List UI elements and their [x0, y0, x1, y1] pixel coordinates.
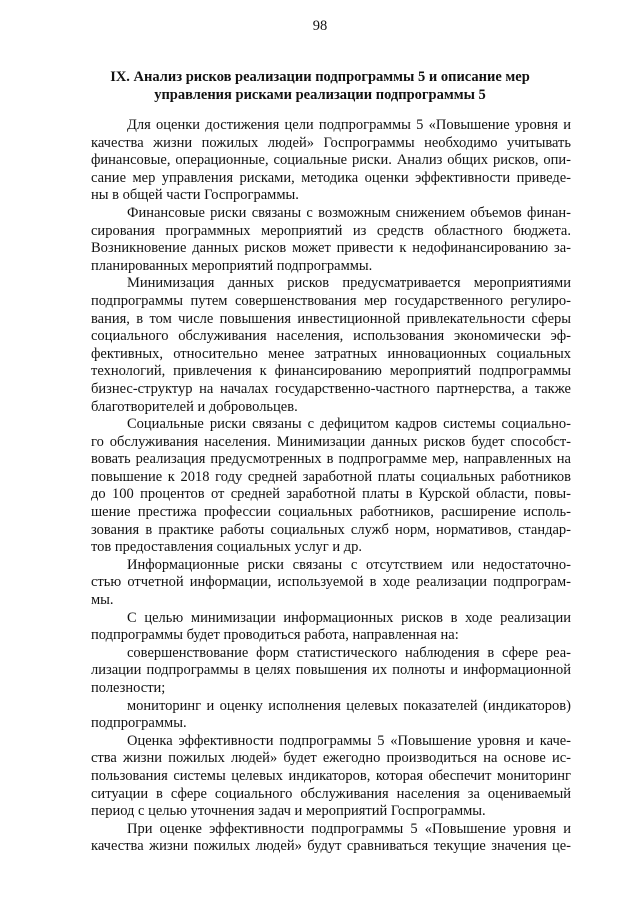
- text-line: вовать реализация предусмотренных в подпрограмме мер, направленных на: [91, 451, 571, 468]
- text-line: Оценка эффективности подпрограммы 5 «Повышение уровня и каче-: [127, 732, 571, 749]
- text-line: мониторинг и оценку исполнения целевых показателей (индикаторов): [127, 697, 571, 714]
- text-line: Возникновение данных рисков может привести к недофинансированию за-: [91, 240, 571, 257]
- text-line: Информационные риски связаны с отсутствием или недостаточно-: [127, 556, 571, 573]
- paragraph: [91, 698, 571, 733]
- text-line: ситуации в сфере социального обслуживания населения за оцениваемый: [91, 785, 571, 802]
- text-line: мы.: [91, 592, 114, 609]
- text-line: совершенствование форм статистического наблюдения в сфере реа-: [127, 644, 571, 661]
- text-line: подпрограммы путем совершенствования мер государственного регулиро-: [91, 292, 571, 309]
- text-line: С целью минимизации информационных рисков в ходе реализации: [127, 609, 571, 626]
- paragraph: [91, 610, 571, 645]
- text-line: При оценке эффективности подпрограммы 5 «Повышение уровня и: [127, 820, 571, 837]
- text-line: планированных мероприятий подпрограммы.: [91, 257, 373, 274]
- text-line: сание мер управления рисками, методика оценки эффективности приведе-: [91, 169, 571, 186]
- paragraph: [91, 205, 571, 275]
- text-line: стью отчетной информации, используемой в ходе реализации подпрограм-: [91, 574, 571, 591]
- text-line: полезности;: [91, 680, 166, 696]
- text-line: подпрограммы будет проводиться работа, направленная на:: [91, 627, 459, 644]
- page-number: 98: [312, 18, 328, 34]
- text-line: благотворителей и добровольцев.: [91, 398, 298, 415]
- text-line: лизации подпрограммы в целях повышения их полноты и информационной: [91, 662, 571, 679]
- text-line: тов предоставления социальных услуг и др.: [91, 539, 363, 556]
- text-line: социального обслуживания населения, использования экономически эф-: [91, 328, 571, 345]
- text-line: бизнес-структур на началах государственно-частного партнерства, а также: [91, 380, 571, 397]
- text-line: до 100 процентов от средней заработной платы в Курской области, повы-: [91, 486, 571, 503]
- text-line: Социальные риски связаны с дефицитом кадров системы социально-: [127, 416, 571, 433]
- body-text: [91, 117, 571, 856]
- text-line: Минимизация данных рисков предусматривается мероприятиями: [127, 275, 571, 292]
- heading-line: IX. Анализ рисков реализации подпрограммы 5 и описание мер: [110, 69, 530, 85]
- text-line: Финансовые риски связаны с возможным снижением объемов финан-: [127, 204, 571, 221]
- paragraph: [91, 557, 571, 610]
- paragraph: [91, 733, 571, 821]
- text-line: ства жизни пожилых людей» будет ежегодно производиться на основе ис-: [91, 750, 571, 767]
- text-line: зования в практике работы социальных служб норм, нормативов, стандар-: [91, 521, 571, 538]
- text-line: ны в общей части Госпрограммы.: [91, 187, 299, 204]
- text-line: фективных, относительно менее затратных инновационных социальных: [91, 345, 571, 362]
- text-line: технологий, привлечения к финансированию мероприятий подпрограммы: [91, 363, 571, 380]
- text-line: качества жизни пожилых людей» Госпрограммы необходимо учитывать: [91, 134, 571, 151]
- text-line: Для оценки достижения цели подпрограммы 5 «Повышение уровня и: [127, 117, 571, 133]
- text-line: повышение к 2018 году средней заработной платы социальных работников: [91, 468, 571, 485]
- text-line: пользования системы целевых индикаторов, которая обеспечит мониторинг: [91, 767, 571, 784]
- text-line: подпрограммы.: [91, 715, 187, 732]
- paragraph: [91, 416, 571, 557]
- heading-line: управления рисками реализации подпрограммы 5: [154, 86, 486, 103]
- text-line: сирования программных мероприятий из средств областного бюджета.: [91, 222, 571, 239]
- text-line: финансовые, операционные, социальные риски. Анализ общих рисков, опи-: [91, 152, 571, 169]
- text-line: го обслуживания населения. Минимизации данных рисков будет способст-: [91, 433, 571, 450]
- paragraph: [91, 645, 571, 698]
- text-line: качества жизни пожилых людей» будут сравниваться текущие значения це-: [91, 838, 571, 855]
- paragraph: [91, 117, 571, 205]
- paragraph: [91, 821, 571, 856]
- text-line: шение престижа профессии социальных работников, расширение исполь-: [91, 504, 571, 521]
- section-heading: [80, 69, 560, 104]
- paragraph: [91, 275, 571, 416]
- text-line: вания, в том числе повышения инвестиционной привлекательности сферы: [91, 310, 571, 327]
- text-line: период с целью уточнения задач и мероприятий Госпрограммы.: [91, 803, 486, 820]
